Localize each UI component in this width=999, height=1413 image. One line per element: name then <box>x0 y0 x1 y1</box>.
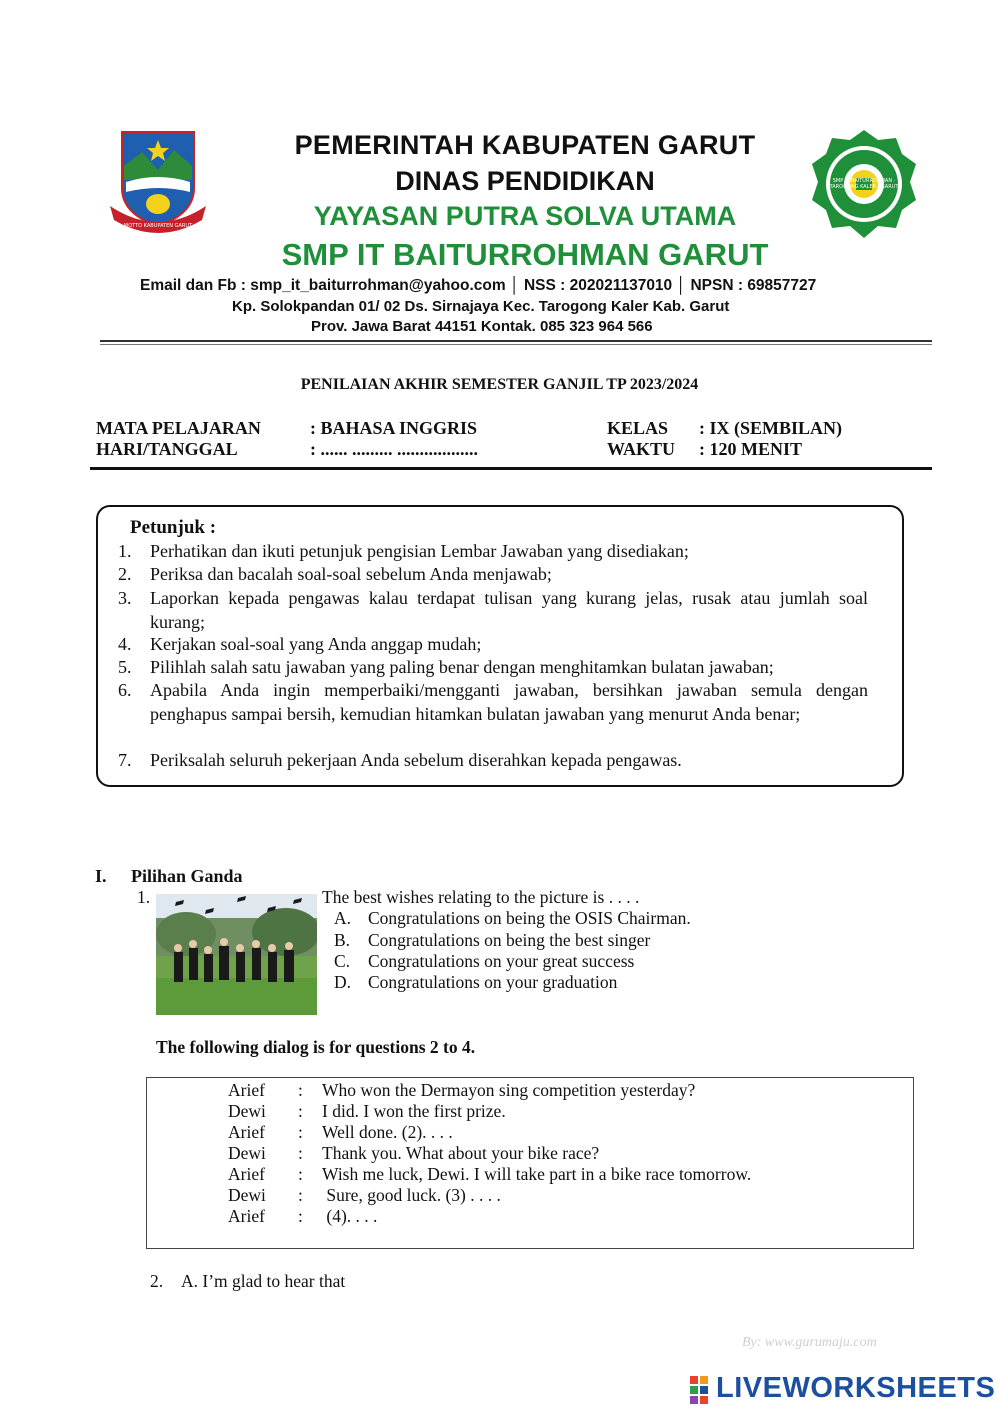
header-school-name: SMP IT BAITURROHMAN GARUT <box>281 237 769 272</box>
instruction-item <box>118 587 868 634</box>
header-contact-line2: Kp. Solokpandan 01/ 02 Ds. Sirnajaya Kec. Tarogong Kaler Kab. Garut <box>232 298 730 315</box>
credit-watermark: By: www.gurumaju.com <box>742 1335 877 1350</box>
instruction-number: 1. <box>118 541 132 561</box>
q1-option-d-letter[interactable]: D. <box>334 972 352 992</box>
dialog-utterance: Thank you. What about your bike race? <box>322 1143 600 1163</box>
dialog-intro: The following dialog is for questions 2 to 4. <box>156 1037 476 1057</box>
header-divider-thin <box>100 344 932 345</box>
header-contact-line3: Prov. Jawa Barat 44151 Kontak. 085 323 964 566 <box>311 318 653 335</box>
date-value: : ...... ......... .................. <box>310 439 478 459</box>
q1-option-a-letter[interactable]: A. <box>334 908 352 928</box>
instruction-text: Laporkan kepada pengawas kalau terdapat tulisan yang kurang jelas, rusak atau jumlah soal kurang; <box>150 588 868 632</box>
instruction-text: Kerjakan soal-soal yang Anda anggap mudah; <box>150 634 482 654</box>
instruction-number: 2. <box>118 564 132 584</box>
question-1-number: 1. <box>137 887 151 907</box>
dialog-utterance: Sure, good luck. (3) . . . . <box>322 1185 501 1205</box>
q1-option-c-letter[interactable]: C. <box>334 951 351 971</box>
dialog-utterance: Wish me luck, Dewi. I will take part in a bike race tomorrow. <box>322 1164 752 1184</box>
instruction-text: Periksa dan bacalah soal-soal sebelum Anda menjawab; <box>150 564 552 584</box>
instructions-title: Petunjuk : <box>130 517 217 538</box>
q1-option-b-text[interactable]: Congratulations on being the best singer <box>368 930 651 950</box>
dialog-utterance: Who won the Dermayon sing competition yesterday? <box>322 1080 696 1100</box>
dialog-colon: : <box>298 1143 303 1163</box>
liveworksheets-icon <box>690 1376 718 1404</box>
dialog-speaker: Arief <box>228 1206 265 1226</box>
exam-title: PENILAIAN AKHIR SEMESTER GANJIL TP 2023/2024 <box>300 376 699 393</box>
dialog-speaker: Arief <box>228 1122 265 1142</box>
question-2-number: 2. <box>150 1271 164 1291</box>
instruction-number: 6. <box>118 680 132 700</box>
q1-option-d-text[interactable]: Congratulations on your graduation <box>368 972 618 992</box>
dialog-speaker: Arief <box>228 1164 265 1184</box>
dialog-colon: : <box>298 1101 303 1121</box>
subject-label: MATA PELAJARAN <box>96 418 261 438</box>
header-government: PEMERINTAH KABUPATEN GARUT <box>294 130 756 160</box>
q2-option-a[interactable]: A. I’m glad to hear that <box>181 1271 346 1291</box>
q1-option-a-text[interactable]: Congratulations on being the OSIS Chairman. <box>368 908 691 928</box>
dialog-utterance: (4). . . . <box>322 1206 378 1226</box>
subject-value: : BAHASA INGGRIS <box>310 418 478 438</box>
liveworksheets-brand[interactable]: LIVEWORKSHEETS <box>716 1372 996 1404</box>
q1-option-b-letter[interactable]: B. <box>334 930 351 950</box>
dialog-colon: : <box>298 1122 303 1142</box>
header-contact-line1: Email dan Fb : smp_it_baiturrohman@yahoo.com │ NSS : 202021137010 │ NPSN : 69857727 <box>140 277 817 294</box>
instruction-number: 3. <box>118 588 132 608</box>
section-number: I. <box>95 866 107 886</box>
class-value: : IX (SEMBILAN) <box>699 418 843 438</box>
time-value: : 120 MENIT <box>699 439 802 459</box>
garut-crest-logo <box>108 126 208 236</box>
instruction-number: 4. <box>118 634 132 654</box>
dialog-utterance: I did. I won the first prize. <box>322 1101 506 1121</box>
school-seal-text: SMP IT BAITURROHMAN · TAROGONG KALER · GARUT <box>829 178 899 190</box>
dialog-speaker: Dewi <box>228 1185 266 1205</box>
dialog-colon: : <box>298 1164 303 1184</box>
instruction-text: Apabila Anda ingin memperbaiki/mengganti jawaban, bersihkan jawaban semula dengan penghapus sampai bersih, kemudian hitamkan bulatan jawaban yang menurut Anda benar; <box>150 680 868 724</box>
instruction-number: 7. <box>118 750 132 770</box>
instruction-text: Pilihlah salah satu jawaban yang paling benar dengan menghitamkan bulatan jawaban; <box>150 657 774 677</box>
q1-option-c-text[interactable]: Congratulations on your great success <box>368 951 635 971</box>
dialog-colon: : <box>298 1080 303 1100</box>
instruction-number: 5. <box>118 657 132 677</box>
dialog-speaker: Dewi <box>228 1101 266 1121</box>
instruction-item <box>118 563 868 587</box>
dialog-utterance: Well done. (2). . . . <box>322 1122 453 1142</box>
instruction-item <box>118 749 868 773</box>
instruction-text: Periksalah seluruh pekerjaan Anda sebelum diserahkan kepada pengawas. <box>150 750 682 770</box>
dialog-speaker: Arief <box>228 1080 265 1100</box>
instruction-item <box>118 656 868 680</box>
dialog-speaker: Dewi <box>228 1143 266 1163</box>
section-title: Pilihan Ganda <box>131 866 243 886</box>
header-department: DINAS PENDIDIKAN <box>395 166 655 196</box>
meta-divider <box>90 467 932 470</box>
instruction-item <box>118 540 868 564</box>
instruction-item <box>118 633 868 657</box>
instruction-item <box>118 679 868 726</box>
instruction-text: Perhatikan dan ikuti petunjuk pengisian Lembar Jawaban yang disediakan; <box>150 541 689 561</box>
date-label: HARI/TANGGAL <box>96 439 238 459</box>
question-1-text: The best wishes relating to the picture is . . . . <box>322 887 640 907</box>
class-label: KELAS <box>607 418 669 438</box>
graduation-photo <box>156 894 317 1015</box>
dialog-colon: : <box>298 1185 303 1205</box>
garut-crest-motto: MOTTO KABUPATEN GARUT <box>123 223 193 229</box>
header-divider <box>100 340 932 342</box>
dialog-colon: : <box>298 1206 303 1226</box>
time-label: WAKTU <box>607 439 676 459</box>
school-seal-logo <box>806 126 922 242</box>
header-foundation: YAYASAN PUTRA SOLVA UTAMA <box>313 201 737 231</box>
